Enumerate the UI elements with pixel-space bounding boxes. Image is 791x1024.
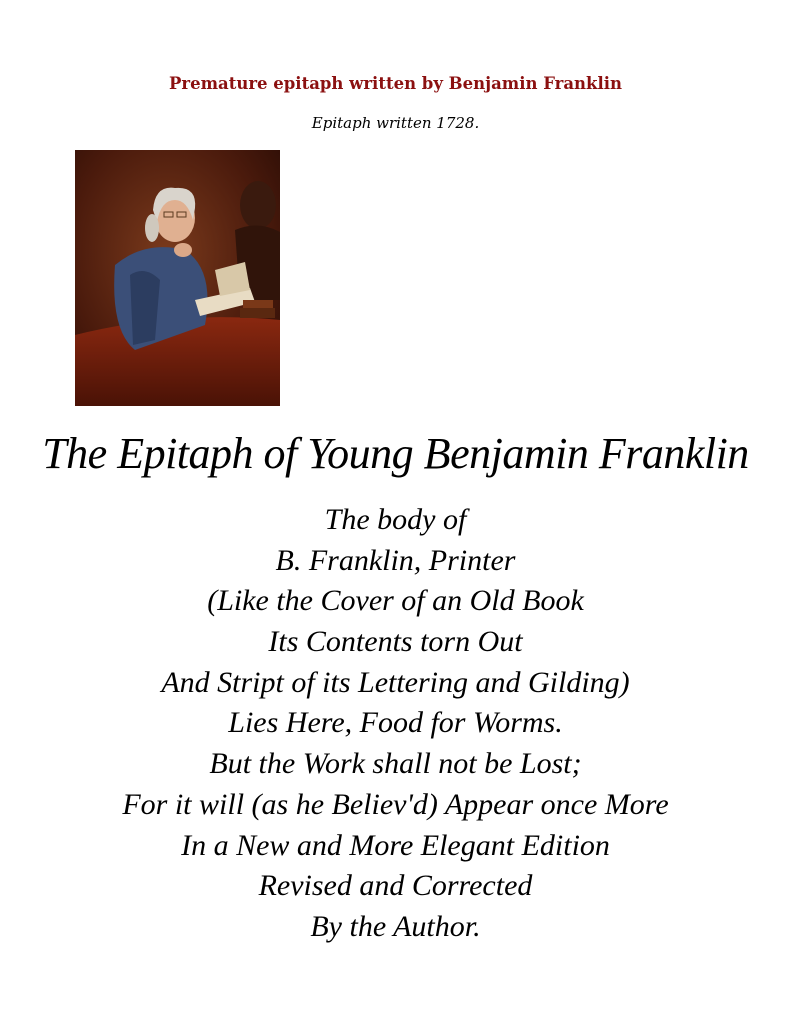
epitaph-title: The Epitaph of Young Benjamin Franklin	[42, 429, 749, 478]
epitaph-poem	[0, 500, 791, 948]
poem-line: Its Contents torn Out	[268, 625, 523, 659]
poem-line: Lies Here, Food for Worms.	[228, 706, 563, 740]
poem-line: And Stript of its Lettering and Gilding)	[161, 665, 630, 699]
poem-line: But the Work shall not be Lost;	[209, 747, 582, 781]
poem-line: For it will (as he Believ'd) Appear once More	[122, 787, 669, 821]
page-heading: Premature epitaph written by Benjamin Franklin	[168, 74, 623, 93]
poem-line: In a New and More Elegant Edition	[181, 828, 610, 862]
poem-line: B. Franklin, Printer	[275, 543, 516, 577]
poem-line: The body of	[324, 503, 467, 536]
poem-line: By the Author.	[310, 909, 481, 943]
poem-line: (Like the Cover of an Old Book	[207, 584, 584, 618]
page-subheading: Epitaph written 1728.	[311, 114, 480, 132]
franklin-portrait-image	[75, 150, 280, 406]
poem-line: Revised and Corrected	[258, 869, 533, 903]
